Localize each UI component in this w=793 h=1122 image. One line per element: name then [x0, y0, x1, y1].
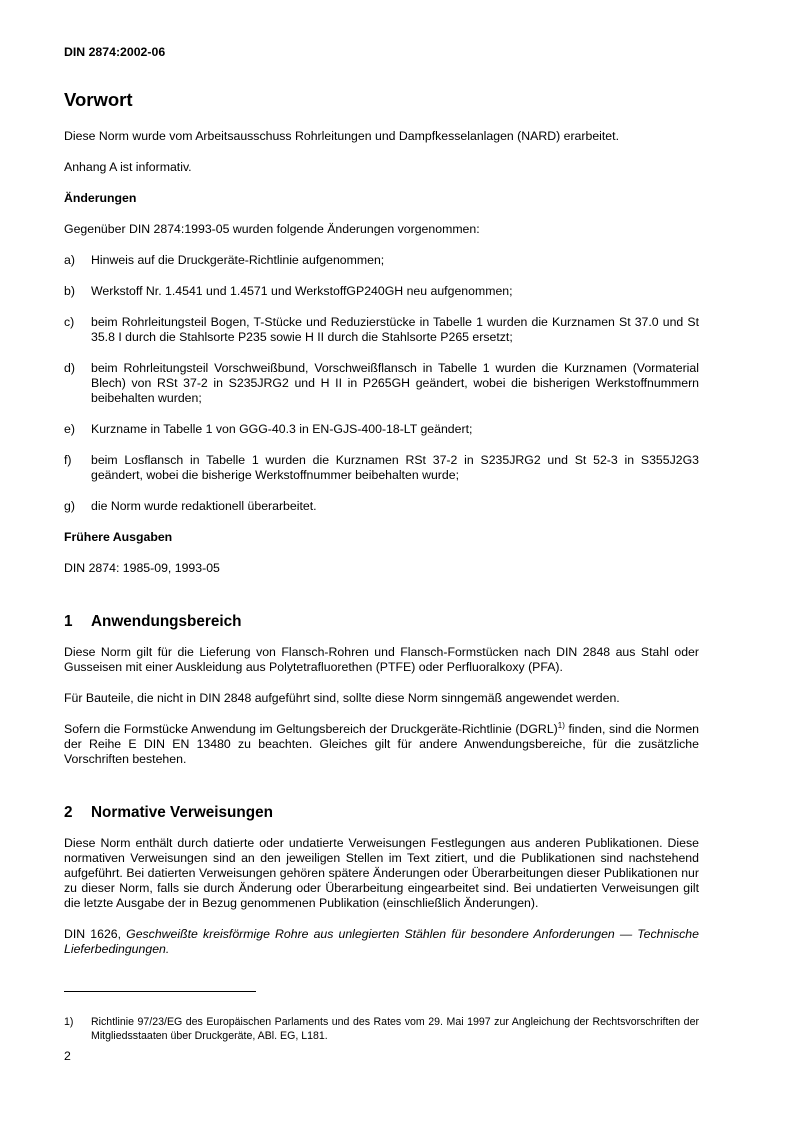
changes-list	[64, 253, 699, 514]
annex-note: Anhang A ist informativ.	[64, 160, 192, 174]
footnote-separator	[64, 991, 256, 992]
scope-paragraph: Für Bauteile, die nicht in DIN 2848 aufgeführt sind, sollte diese Norm sinngemäß angewendet werden.	[64, 691, 620, 705]
list-item-text: beim Losflansch in Tabelle 1 wurden die Kurznamen RSt 37-2 in S235JRG2 und St 52-3 in S355J2G3 geändert, wobei die bisherige Werkstoffnummer beibehalten wurde;	[91, 453, 699, 482]
list-item	[64, 453, 699, 483]
section-1-heading	[64, 612, 699, 631]
reference-entry	[64, 927, 699, 957]
footnote-reference: 1)	[557, 721, 565, 730]
footnote	[64, 1016, 699, 1043]
list-marker: c)	[64, 315, 75, 329]
section-title: Normative Verweisungen	[91, 804, 273, 821]
standard-designation: DIN 2874:2002-06	[64, 45, 166, 59]
list-item	[64, 253, 699, 268]
earlier-editions-text: DIN 2874: 1985-09, 1993-05	[64, 561, 220, 575]
list-item-text: beim Rohrleitungsteil Vorschweißbund, Vorschweißflansch in Tabelle 1 wurden die Kurznamen (Vormaterial Blech) von RSt 37-2 in S235JRG2 und H II in P265GH geändert, wobei die bisherigen Werkstoffnummern beibehalten wurden;	[91, 361, 699, 405]
page-content	[64, 89, 699, 973]
list-item	[64, 284, 699, 299]
section-2-heading	[64, 803, 699, 822]
scope-paragraph: Diese Norm gilt für die Lieferung von Flansch-Rohren und Flansch-Formstücken nach DIN 2848 aus Stahl oder Gusseisen mit einer Auskleidung aus Polytetrafluorethen (PTFE) oder Perfluoralkoxy (PFA).	[64, 645, 699, 674]
reference-title: Geschweißte kreisförmige Rohre aus unlegierten Stählen für besondere Anforderungen — Technische Lieferbedingungen.	[64, 927, 699, 956]
list-marker: b)	[64, 284, 75, 298]
section-number: 1	[64, 613, 73, 630]
changes-intro: Gegenüber DIN 2874:1993-05 wurden folgende Änderungen vorgenommen:	[64, 222, 480, 236]
list-item-text: Werkstoff Nr. 1.4541 und 1.4571 und WerkstoffGP240GH neu aufgenommen;	[91, 284, 513, 298]
section-title: Anwendungsbereich	[91, 613, 242, 630]
list-marker: g)	[64, 499, 75, 513]
list-marker: d)	[64, 361, 75, 375]
page-number: 2	[64, 1049, 71, 1063]
list-item-text: Hinweis auf die Druckgeräte-Richtlinie aufgenommen;	[91, 253, 385, 267]
list-item-text: Kurzname in Tabelle 1 von GGG-40.3 in EN-GJS-400-18-LT geändert;	[91, 422, 473, 436]
foreword-paragraph: Diese Norm wurde vom Arbeitsausschuss Rohrleitungen und Dampfkesselanlagen (NARD) erarbeitet.	[64, 129, 619, 143]
section-number: 2	[64, 804, 73, 821]
list-marker: a)	[64, 253, 75, 267]
foreword-title: Vorwort	[64, 89, 133, 110]
list-item	[64, 422, 699, 437]
changes-heading: Änderungen	[64, 191, 137, 205]
paragraph-text: finden, sind die Normen der Reihe E DIN EN 13480 zu beachten. Gleiches gilt für andere Anwendungsbereiche, für die zusätzliche Vorschriften bestehen.	[64, 722, 699, 766]
footnote-text: Richtlinie 97/23/EG des Europäischen Parlaments und des Rates vom 29. Mai 1997 zur Angleichung der Rechtsvorschriften der Mitgliedsstaaten über Druckgeräte, ABl. EG, L181.	[91, 1016, 699, 1042]
list-item	[64, 361, 699, 406]
list-item-text: beim Rohrleitungsteil Bogen, T-Stücke und Reduzierstücke in Tabelle 1 wurden die Kurznamen St 37.0 und St 35.8 I durch die Stahlsorte P235 sowie H II durch die Stahlsorte P265 ersetzt;	[91, 315, 699, 344]
list-marker: f)	[64, 453, 72, 467]
footnote-marker: 1)	[64, 1016, 74, 1028]
scope-paragraph-dgrl	[64, 722, 699, 767]
list-item	[64, 499, 699, 514]
list-item	[64, 315, 699, 345]
list-marker: e)	[64, 422, 75, 436]
earlier-editions-heading: Frühere Ausgaben	[64, 530, 173, 544]
reference-number: DIN 1626,	[64, 927, 127, 941]
paragraph-text: Sofern die Formstücke Anwendung im Geltungsbereich der Druckgeräte-Richtlinie (DGRL)	[64, 722, 558, 736]
list-item-text: die Norm wurde redaktionell überarbeitet.	[91, 499, 317, 513]
normative-references-paragraph: Diese Norm enthält durch datierte oder undatierte Verweisungen Festlegungen aus anderen Publikationen. Diese normativen Verweisungen sind an den jeweiligen Stellen im Text zitiert, und die Publikationen sind nachstehend aufgeführt. Bei datierten Verweisungen gehören spätere Änderungen oder Überarbeitungen dieser Publikationen nur zu dieser Norm, falls sie durch Änderung oder Überarbeitung eingearbeitet sind. Bei undatierten Verweisungen gilt die letzte Ausgabe der in Bezug genommenen Publikation (einschließlich Änderungen).	[64, 836, 699, 910]
